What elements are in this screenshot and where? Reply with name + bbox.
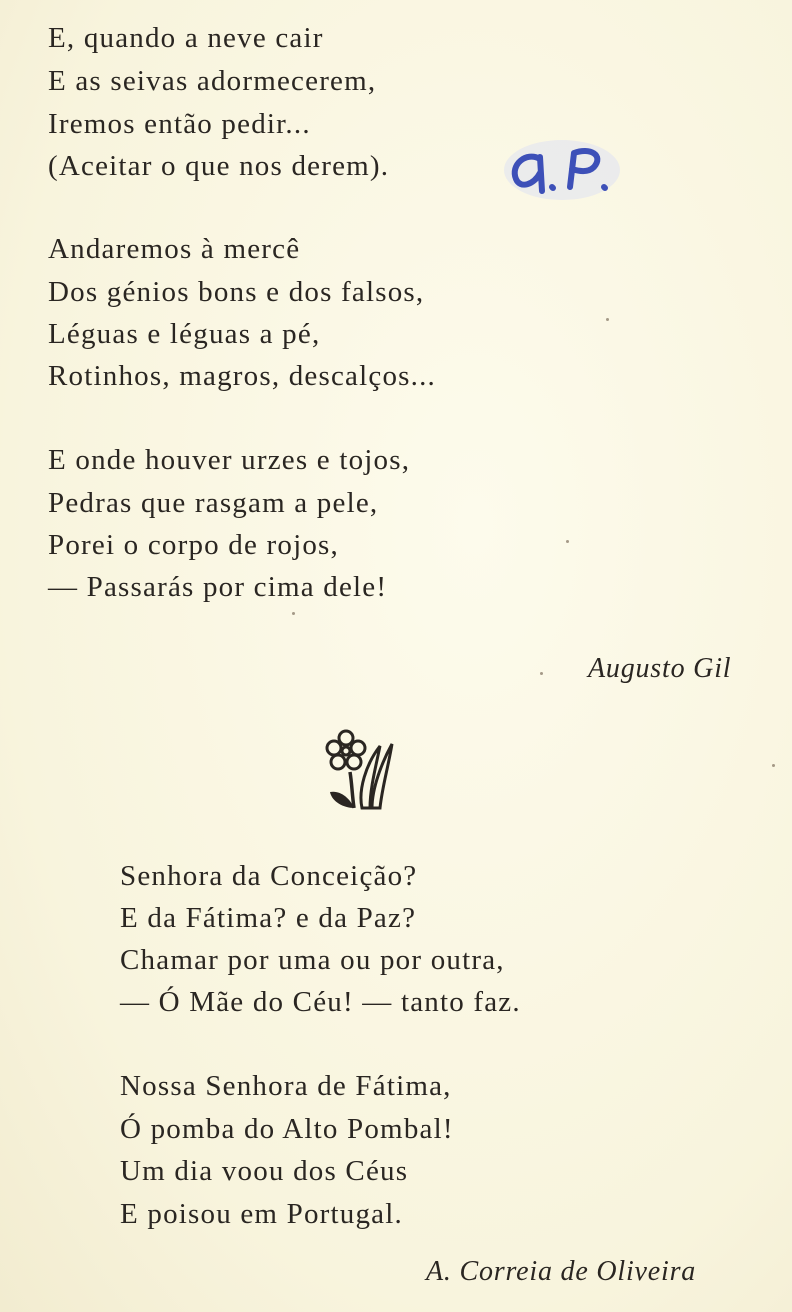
verse-line: E, quando a neve cair <box>48 22 324 54</box>
author-signature: Augusto Gil <box>588 653 732 684</box>
flower-ornament-icon <box>318 728 398 814</box>
verse-line: Dos génios bons e dos falsos, <box>48 276 425 308</box>
verse-line: Porei o corpo de rojos, <box>48 529 339 561</box>
paper-speck <box>540 672 543 675</box>
verse-line: Nossa Senhora de Fátima, <box>120 1070 452 1102</box>
verse-line: — Ó Mãe do Céu! — tanto faz. <box>120 986 521 1018</box>
paper-speck <box>606 318 609 321</box>
verse-line: E as seivas adormecerem, <box>48 65 377 97</box>
verse-line: Pedras que rasgam a pele, <box>48 487 379 519</box>
paper-speck <box>772 764 775 767</box>
verse-line: Rotinhos, magros, descalços... <box>48 360 436 392</box>
verse-line: E poisou em Portugal. <box>120 1198 403 1230</box>
verse-line: — Passarás por cima dele! <box>48 571 388 603</box>
verse-line: Léguas e léguas a pé, <box>48 318 321 350</box>
verse-line: Senhora da Conceição? <box>120 860 418 892</box>
author-signature: A. Correia de Oliveira <box>426 1256 697 1287</box>
ap-handwritten-stamp <box>500 137 624 203</box>
verse-line: E onde houver urzes e tojos, <box>48 444 411 476</box>
paper-speck <box>566 540 569 543</box>
verse-line: (Aceitar o que nos derem). <box>48 150 390 182</box>
verse-line: Andaremos à mercê <box>48 233 301 265</box>
verse-line: Um dia voou dos Céus <box>120 1155 409 1187</box>
verse-line: Ó pomba do Alto Pombal! <box>120 1113 454 1145</box>
paper-speck <box>292 612 295 615</box>
verse-line: Iremos então pedir... <box>48 108 311 140</box>
verse-line: E da Fátima? e da Paz? <box>120 902 417 934</box>
verse-line: Chamar por uma ou por outra, <box>120 944 505 976</box>
